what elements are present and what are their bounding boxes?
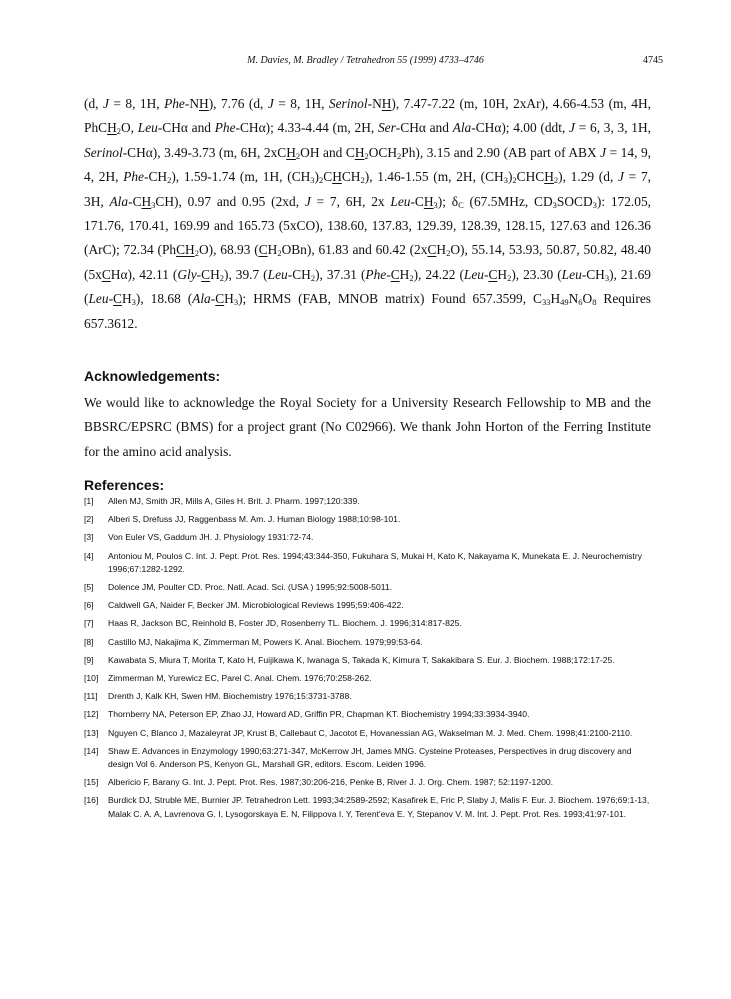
references-heading: References: — [84, 477, 165, 493]
reference-item — [84, 581, 651, 594]
reference-number: [10] — [84, 673, 99, 684]
reference-text: Alberi S, Drefuss JJ, Raggenbass M. Am. J. Human Biology 1988;10:98-101. — [108, 514, 401, 525]
running-title: M. Davies, M. Bradley / Tetrahedron 55 (1999) 4733–4746 — [247, 55, 484, 66]
reference-item — [84, 727, 651, 740]
reference-text: Castillo MJ, Nakajima K, Zimmerman M, Powers K. Anal. Biochem. 1979;99:53-64. — [108, 636, 423, 647]
reference-item — [84, 794, 651, 820]
reference-text: Kawabata S, Miura T, Morita T, Kato H, Fuijikawa K, Iwanaga S, Takada K, Kimura T, Sakakibara S. Eur. J. Biochem. 1988;172:17-25. — [108, 654, 615, 665]
reference-item — [84, 617, 651, 630]
running-header — [0, 55, 731, 71]
reference-text: Allen MJ, Smith JR, Mills A, Giles H. Brit. J. Pharm. 1997;120:339. — [108, 496, 360, 506]
reference-number: [3] — [84, 532, 94, 543]
reference-number: [8] — [84, 636, 94, 647]
reference-text: Zimmerman M, Yurewicz EC, Parel C. Anal. Chem. 1976;70:258-262. — [108, 673, 372, 684]
reference-item — [84, 550, 651, 576]
reference-text: Albericio F, Barany G. Int. J. Pept. Prot. Res. 1987;30:206-216, Penke B, River J. J. Org. Chem. 1987; 52:1197-1200. — [108, 777, 554, 788]
reference-number: [9] — [84, 654, 94, 665]
reference-text: Haas R, Jackson BC, Reinhold B, Foster JD, Rosenberry TL. Biochem. J. 1996;314:817-825. — [108, 618, 462, 629]
reference-item — [84, 745, 651, 771]
acknowledgements-heading: Acknowledgements: — [84, 368, 221, 384]
reference-number: [1] — [84, 496, 94, 506]
reference-number: [14] — [84, 745, 99, 756]
reference-text: Drenth J, Kalk KH, Swen HM. Biochemistry 1976;15:3731-3788. — [108, 691, 352, 702]
reference-item — [84, 708, 651, 721]
acknowledgements-text: We would like to acknowledge the Royal Society for a University Research Fellowship to MB and the BBSRC/EPSRC (BMS) for a project grant (No C02966). We thank John Horton of the Ferring Institute for the amino acid analysis. — [84, 395, 651, 459]
reference-number: [11] — [84, 691, 98, 702]
reference-text: Von Euler VS, Gaddum JH. J. Physiology 1931:72-74. — [108, 532, 314, 543]
reference-number: [15] — [84, 777, 99, 788]
reference-text: Caldwell GA, Naider F, Becker JM. Microbiological Reviews 1995;59:406-422. — [108, 600, 404, 611]
reference-number: [16] — [84, 795, 99, 806]
reference-text: Burdick DJ, Struble ME, Burnier JP. Tetrahedron Lett. 1993;34:2589-2592; Kasafirek E, Fric P, Slaby J, Malis F. Eur. J. Biochem. 1976;69:1-13, Malak C. A. A, Lavrenova G. I, Lysogorskaya E. N, Filippova I. Y, Terent'eva E. Y, Stepanov V. M. Int. J. Pept. Prot. Res. 1993;41:97-101. — [108, 795, 650, 819]
reference-text: Antoniou M, Poulos C. Int. J. Pept. Prot. Res. 1994;43:344-350, Fukuhara S, Mukai H, Kato K, Nakayama K, Munekata E. J. Neurochemistry 1996;67:1282-1292. — [108, 550, 643, 574]
page-number: 4745 — [643, 55, 663, 66]
reference-number: [4] — [84, 550, 94, 561]
reference-number: [13] — [84, 727, 99, 738]
reference-item — [84, 672, 651, 685]
reference-item — [84, 636, 651, 649]
reference-item — [84, 531, 651, 544]
reference-text: Nguyen C, Blanco J, Mazaleyrat JP, Krust B, Callebaut C, Jacotot E, Hovanessian AG, Wakselman M. J. Med. Chem. 1998;41:2100-2110. — [108, 727, 633, 738]
reference-item — [84, 690, 651, 703]
reference-number: [7] — [84, 618, 94, 629]
reference-text: Shaw E. Advances in Enzymology 1990;63:271-347, McKerrow JH, James MNG. Cysteine Proteases, Perspectives in drug discovery and design Vol 6. Anderson PS, Kenyon GL, Marshall GR, editors. Escom. Leiden 1996. — [108, 745, 632, 770]
reference-number: [2] — [84, 514, 94, 525]
reference-item — [84, 654, 651, 667]
reference-text: Dolence JM, Poulter CD. Proc. Natl. Acad. Sci. (USA ) 1995;92:5008-5011. — [108, 582, 393, 593]
references-list — [84, 495, 651, 826]
reference-text: Thornberry NA, Peterson EP, Zhao JJ, Howard AD, Griffin PR, Chapman KT. Biochemistry 1994;33:3934-3940. — [108, 709, 530, 720]
reference-number: [6] — [84, 600, 94, 611]
reference-number: [5] — [84, 582, 94, 593]
reference-number: [12] — [84, 709, 99, 720]
reference-item — [84, 599, 651, 612]
experimental-data-paragraph: (d, J = 8, 1H, Phe-NH), 7.76 (d, J = 8, 1H, Serinol-NH), 7.47-7.22 (m, 10H, 2xAr), 4.66-4.53 (m, 4H, PhCH$_2$O, Leu-CHα and Phe-CHα); 4.33-4.44 (m, 2H, Ser-CHα and Ala-CHα); 4.00 (ddt, J = 6, 3, 3, 1H, Serinol-CHα), 3.49-3.73 (m, 6H, 2xCH$_2$OH and $CH_2OCH_2Ph$), 3.15 and 2.90 (AB part of ABX J = 14, 9, 4, 2H, Phe-$CH_2$), 1.59-1.74 (m, 1H, $(CH_3)_2CHCH_2$), 1.46-1.55 (m, 2H, $(CH_3)_2CHCH_2$), 1.29 (d, J = 7, 3H, Ala-$CH_3CH$), 0.97 and 0.95 (2xd, J = 7, 6H, 2x Leu-$CH_3$); $\delta_C$ (67.5MHz, $CD_3SOCD_3$): 172.05, 171.76, 170.41, 169.99 and 165.73 (5xCO), 138.60, 137.83, 129.39, 128.39, 128.15, 127.63 and 126.36 (ArC); 72.34 (PhCH$_2$O), 68.93 $(CH_2OBn)$, 61.83 and 60.42 (2xCH$_2$O), 55.14, 53.93, 50.87, 50.82, 48.40 (5xCHα), 42.11 $(Gly-CH_2)$, 39.7 $(Leu-CH_2)$, 37.31 $(Phe-CH_2)$, 24.22 $(Leu-CH_2)$, 23.30 $(Leu-CH_3)$, 21.69 $(Leu-CH_3)$, 18.68 $(Ala-CH_3)$; HRMS (FAB, MNOB matrix) Found 657.3599, $C_{33}H_{49}N_6O_8$ Requires 657.3612. — [84, 96, 652, 331]
reference-item — [84, 513, 651, 526]
reference-item — [84, 495, 651, 508]
reference-item — [84, 776, 651, 789]
